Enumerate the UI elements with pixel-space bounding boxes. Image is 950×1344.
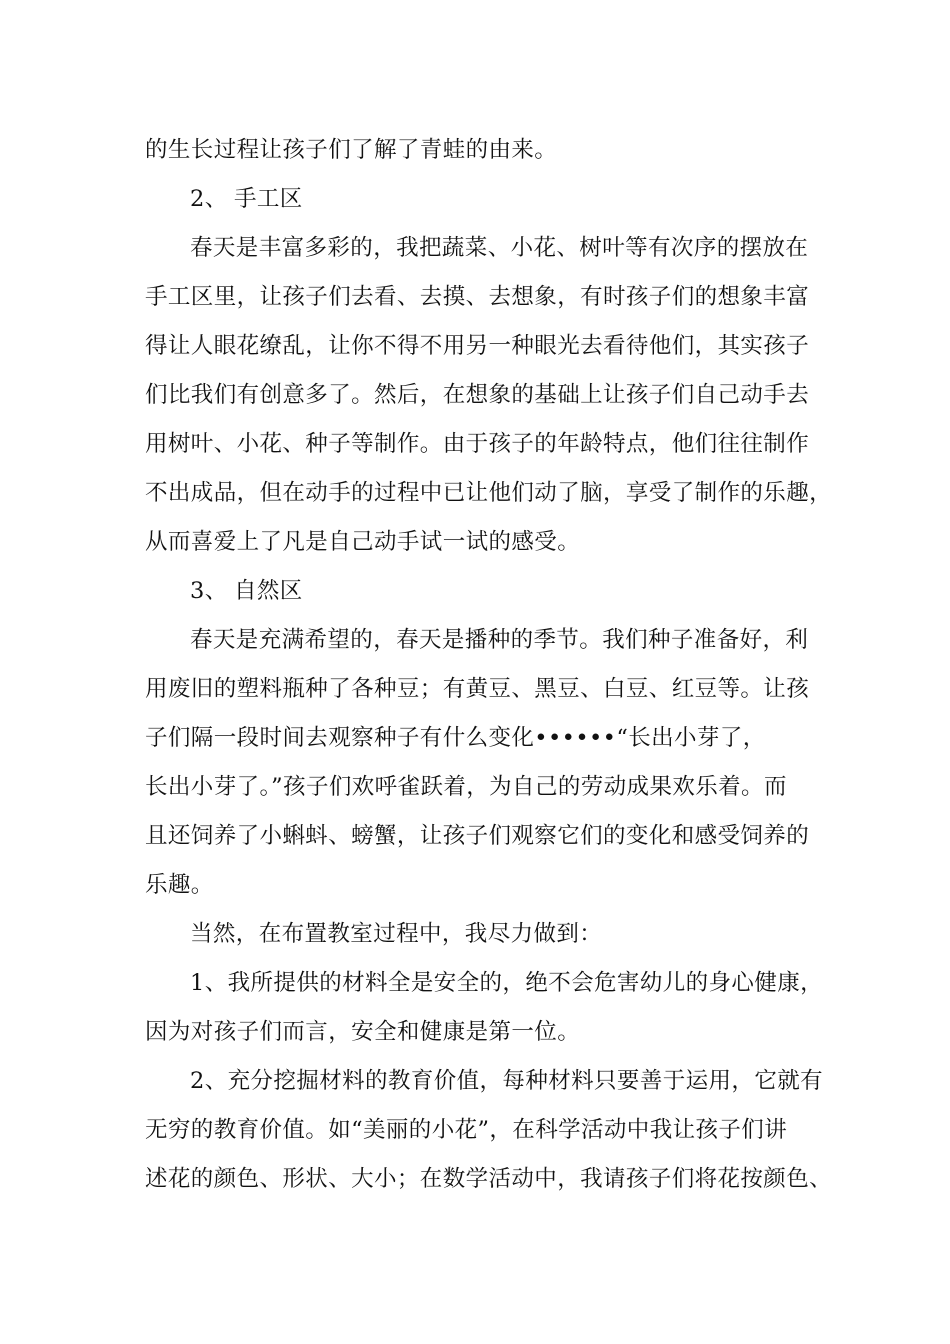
- text-line: 用树叶、小花、种子等制作。由于孩子的年龄特点，他们往往制作: [145, 431, 810, 457]
- section-heading-nature: [145, 567, 825, 616]
- text-line: 春天是充满希望的，春天是播种的季节。我们种子准备好，利: [190, 627, 809, 653]
- text-line: 乐趣。: [145, 872, 214, 898]
- text-line: 用废旧的塑料瓶种了各种豆；有黄豆、黑豆、白豆、红豆等。让孩: [145, 676, 810, 702]
- text-line: 子们隔一段时间去观察种子有什么变化••••••“长出小芽了，: [145, 725, 766, 751]
- section-heading-handcraft: [145, 175, 825, 224]
- section-title: 手工区: [234, 186, 303, 212]
- text-line: 长出小芽了。”孩子们欢呼雀跃着，为自己的劳动成果欢乐着。而: [145, 774, 787, 800]
- text-line: 述花的颜色、形状、大小；在数学活动中，我请孩子们将花按颜色、: [145, 1166, 833, 1192]
- text-line: 且还饲养了小蝌蚪、螃蟹，让孩子们观察它们的变化和感受饲养的: [145, 823, 810, 849]
- text-line: 们比我们有创意多了。然后，在想象的基础上让孩子们自己动手去: [145, 382, 810, 408]
- text-line: 2、充分挖掘材料的教育价值，每种材料只要善于运用，它就有: [190, 1068, 824, 1094]
- section-number: 2、: [190, 186, 228, 212]
- text-line: 无穷的教育价值。如“美丽的小花”，在科学活动中我让孩子们讲: [145, 1117, 788, 1143]
- section-number: 3、: [190, 578, 228, 604]
- text-line: 因为对孩子们而言，安全和健康是第一位。: [145, 1019, 581, 1045]
- text-line: 从而喜爱上了凡是自己动手试一试的感受。: [145, 529, 581, 555]
- text-line: 1、我所提供的材料全是安全的，绝不会危害幼儿的身心健康，: [190, 970, 824, 996]
- text-line: 的生长过程让孩子们了解了青蛙的由来。: [145, 137, 558, 163]
- text-line: 不出成品，但在动手的过程中已让他们动了脑，享受了制作的乐趣，: [145, 480, 833, 506]
- text-line: 得让人眼花缭乱，让你不得不用另一种眼光去看待他们，其实孩子: [145, 333, 810, 359]
- text-line: 手工区里，让孩子们去看、去摸、去想象，有时孩子们的想象丰富: [145, 284, 810, 310]
- text-line: 当然，在布置教室过程中，我尽力做到：: [190, 921, 603, 947]
- section-title: 自然区: [234, 578, 303, 604]
- text-line: 春天是丰富多彩的，我把蔬菜、小花、树叶等有次序的摆放在: [190, 235, 809, 261]
- document-page: [145, 126, 833, 1204]
